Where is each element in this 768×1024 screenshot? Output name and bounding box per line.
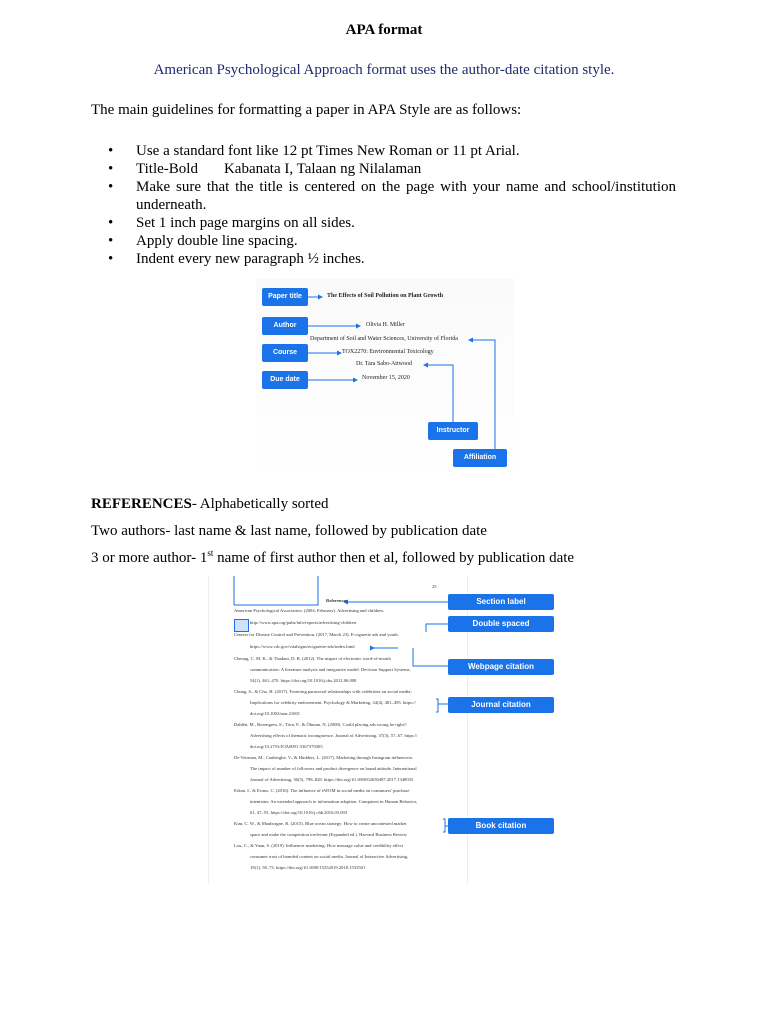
guideline-item: • Title-Bold Kabanata I, Talaan ng Nilalaman xyxy=(108,160,676,178)
label-journal-citation: Journal citation xyxy=(448,697,554,713)
ref-entry: Advertising effects of thematic incongruence. Journal of Advertising, 37(3), 57–67. https:// xyxy=(250,733,418,738)
ref-entry: 19(1), 58–73. https://doi.org/10.1080/15252019.2018.1533501 xyxy=(250,865,366,870)
sample-course: TOX2270: Environmental Toxicology xyxy=(342,349,434,355)
ref-entry: doi.org/10.2753/JOA0091-3367370305 xyxy=(250,744,323,749)
guideline-item: • Indent every new paragraph ½ inches. xyxy=(108,250,676,268)
ref-entry: space and make the competition irrelevant (Expanded ed.). Harvard Business Review xyxy=(250,832,407,837)
ref-entry: Centers for Disease Control and Prevention. (2017, March 23). E-cigarette ads and youth. xyxy=(234,632,399,637)
ref-entry: Lou, C., & Yuan, S. (2019). Influencer marketing: How message value and credibility affect xyxy=(234,843,404,848)
ref-entry: Kim, C. W., & Mauborgne, R. (2015). Blue ocean strategy: How to create uncontested market xyxy=(234,821,407,826)
subtitle: American Psychological Approach format uses the author-date citation style. xyxy=(153,62,615,78)
ref-page-number: 25 xyxy=(432,584,437,589)
label-affiliation: Affiliation xyxy=(453,449,507,467)
two-authors-rule: Two authors- last name & last name, followed by publication date xyxy=(91,523,487,539)
label-double-spaced: Double spaced xyxy=(448,616,554,632)
label-author: Author xyxy=(262,317,308,335)
sample-paper-title: The Effects of Soil Pollution on Plant Growth xyxy=(327,293,444,299)
label-section-label: Section label xyxy=(448,594,554,610)
three-authors-rule: 3 or more author- 1st name of first author then et al, followed by publication date xyxy=(91,548,575,566)
guideline-item: • Use a standard font like 12 pt Times New Roman or 11 pt Arial. xyxy=(108,142,676,160)
ref-entry: communication: A literature analysis and integrative model. Decision Support Systems, xyxy=(250,667,411,672)
title-page-figure xyxy=(256,279,514,487)
guideline-title-extra: Kabanata I, Talaan ng Nilalaman xyxy=(223,161,422,177)
ref-entry: Cheung, C. M. K., & Thadani, D. R. (2012). The impact of electronic word-of-mouth xyxy=(234,656,391,661)
label-due-date: Due date xyxy=(262,371,308,389)
references-figure xyxy=(198,576,560,884)
ref-entry: Implications for celebrity endorsement. Psychology & Marketing, 34(4), 481–495. https:// xyxy=(250,700,416,705)
guideline-item: • Make sure that the title is centered on the page with your name and school/institution underneath. xyxy=(108,178,676,214)
double-spaced-highlight xyxy=(234,619,249,632)
label-paper-title: Paper title xyxy=(262,288,308,306)
ref-entry: Journal of Advertising, 36(5), 798–828. https://doi.org/10.1080/02650487.2017.1348035 xyxy=(250,777,414,782)
ref-entry: Erkan, I., & Evans, C. (2016). The influence of eWOM in social media on consumers' purchase xyxy=(234,788,410,793)
label-course: Course xyxy=(262,344,308,362)
intro-text: The main guidelines for formatting a paper in APA Style are as follows: xyxy=(91,102,522,118)
sample-due-date: November 15, 2020 xyxy=(362,375,410,381)
ref-entry: 61, 47–55. https://doi.org/10.1016/j.chb.2016.03.003 xyxy=(250,810,348,815)
ref-entry: American Psychological Association. (2004, February). Advertising and children. xyxy=(234,608,384,613)
ref-entry: https://www.cdc.gov/vitalsigns/ecigarette-ads/index.html xyxy=(250,644,355,649)
ref-entry: 54(1), 461–470. https://doi.org/10.1016/j.dss.2012.06.008 xyxy=(250,678,357,683)
ref-entry: The impact of number of followers and product divergence on brand attitude. International xyxy=(250,766,417,771)
ref-entry: doi.org/10.1002/mar.21001 xyxy=(250,711,301,716)
page-title: APA format xyxy=(345,22,423,38)
ref-entry: consumer trust of branded content on social media. Journal of Interactive Advertising, xyxy=(250,854,409,859)
ref-entry: Dahlén, M., Rosengren, S., Törn, F., & Öhman, N. (2008). Could placing ads wrong be right?: xyxy=(234,722,408,727)
references-heading: REFERENCES- Alphabetically sorted xyxy=(91,496,329,512)
sample-affiliation: Department of Soil and Water Sciences, University of Florida xyxy=(310,336,458,342)
sample-author: Olivia H. Miller xyxy=(366,322,405,328)
ref-entry: intentions: An extended approach to information adoption. Computers in Human Behavior, xyxy=(250,799,418,804)
ref-heading: References xyxy=(326,598,348,603)
ref-entry: http://www.apa.org/pubs/info/reports/advertising-children xyxy=(250,620,357,625)
guideline-item: • Apply double line spacing. xyxy=(108,232,676,250)
label-instructor: Instructor xyxy=(428,422,478,440)
ref-entry: Chung, S., & Cho, H. (2017). Fostering parasocial relationships with celebrities on social media: xyxy=(234,689,412,694)
sample-instructor: Dr. Tara Sabo-Attwood xyxy=(356,361,412,367)
guidelines-list xyxy=(108,142,676,268)
label-webpage-citation: Webpage citation xyxy=(448,659,554,675)
guideline-item: • Set 1 inch page margins on all sides. xyxy=(108,214,676,232)
ref-entry: De Veirman, M., Cauberghe, V., & Hudders, L. (2017). Marketing through Instagram influencers: xyxy=(234,755,414,760)
label-book-citation: Book citation xyxy=(448,818,554,834)
